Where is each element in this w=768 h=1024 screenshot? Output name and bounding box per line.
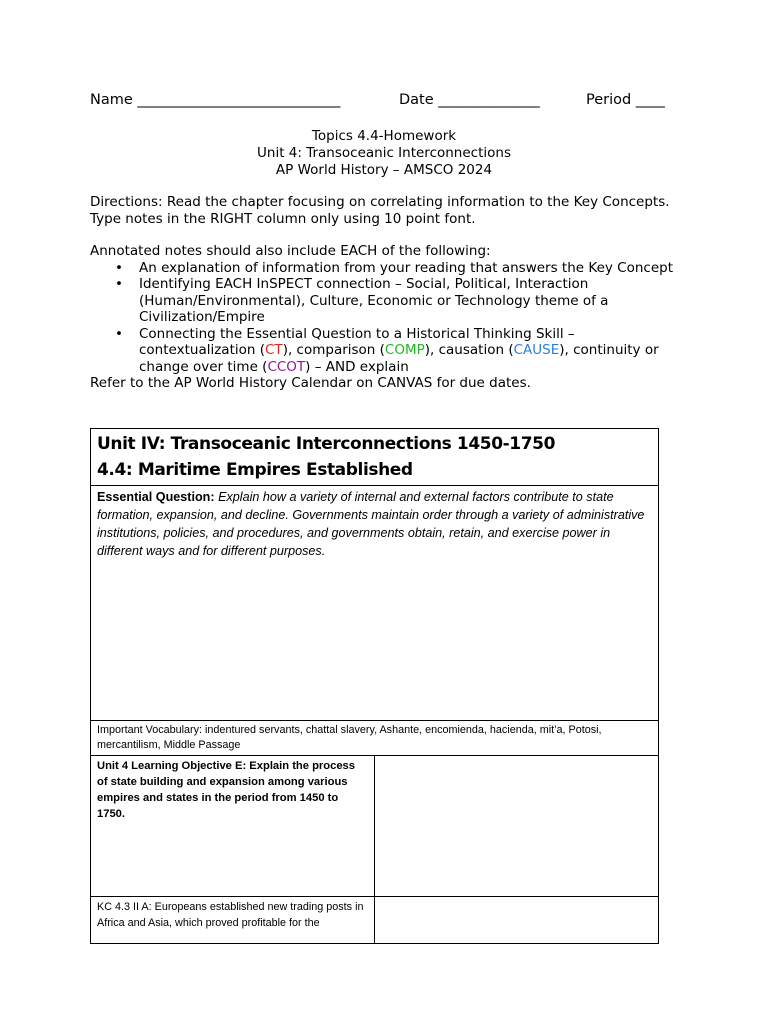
eq-text: Explain how a variety of internal and external factors contribute to state formation, expansion, and decline. Governments maintain order through a variety of administrative institutions, policies, and procedures, and governments obtain, retain, and exercise power in different ways and for different purposes. [97, 490, 645, 558]
list-item-text: ) – AND explain [305, 358, 409, 375]
list-item [115, 276, 680, 326]
assignment-title [90, 128, 678, 179]
directions-text: Directions: Read the chapter focusing on correlating information to the Key Concepts. Type notes in the RIGHT column only using 10 point font. [90, 194, 670, 227]
learning-objective-text: Unit 4 Learning Objective E: Explain the process of state building and expansion among various empires and states in the period from 1450 to 1750. [97, 760, 356, 820]
objective-notes-cell[interactable] [375, 756, 659, 897]
unit-title: Unit IV: Transoceanic Interconnections 1450-1750 [97, 434, 555, 454]
list-item-text: Connecting the Essential Question to a Historical Thinking Skill – contextualization ( [139, 325, 575, 358]
comp-label: COMP [384, 342, 425, 358]
title-line-1: Topics 4.4-Homework [311, 128, 457, 144]
cause-label: CAUSE [513, 342, 560, 358]
bullet-icon: • [115, 276, 123, 292]
list-item-text: ), continuity or change over time ( [139, 342, 659, 375]
date-field[interactable]: Date ______________ [399, 92, 540, 108]
vocabulary-cell [91, 721, 659, 756]
notes-table [90, 428, 659, 944]
requirements-list [90, 260, 680, 376]
list-item-text: An explanation of information from your reading that answers the Key Concept [139, 259, 673, 276]
key-concept-notes-cell[interactable] [375, 897, 659, 944]
list-item-text: ), causation ( [424, 342, 514, 358]
name-field[interactable]: Name ____________________________ [90, 92, 341, 108]
vocabulary-text: Important Vocabulary: indentured servants, chattal slavery, Ashante, encomienda, hacienda, mit’a, Potosi, mercantilism, Middle Passage [97, 724, 602, 751]
essential-question-cell[interactable] [91, 486, 659, 721]
key-concept-text: KC 4.3 II A: Europeans established new trading posts in Africa and Asia, which proved profitable for the [97, 901, 364, 929]
bullet-icon: • [115, 325, 123, 342]
ct-label: CT [265, 342, 283, 358]
refer-text: Refer to the AP World History Calendar on CANVAS for due dates. [90, 375, 531, 391]
list-item-text: ), comparison ( [282, 342, 385, 358]
topic-title: 4.4: Maritime Empires Established [97, 460, 413, 480]
period-field[interactable]: Period ____ [586, 92, 665, 108]
notes-table-wrapper [90, 428, 658, 944]
annotated-intro: Annotated notes should also include EACH of the following: [90, 243, 491, 259]
list-item [115, 325, 680, 376]
bullet-icon: • [115, 259, 123, 276]
unit-header-cell [91, 429, 659, 486]
learning-objective-cell [91, 756, 375, 897]
key-concept-cell [91, 897, 375, 944]
title-line-2: Unit 4: Transoceanic Interconnections [257, 145, 511, 161]
list-item [115, 259, 680, 277]
directions-section [90, 194, 680, 392]
ccot-label: CCOT [267, 358, 306, 375]
title-line-3: AP World History – AMSCO 2024 [275, 162, 493, 178]
list-item-text: Identifying EACH InSPECT connection – Social, Political, Interaction (Human/Environmental), Culture, Economic or Technology theme of a Civilization/Empire [139, 276, 609, 325]
eq-label: Essential Question: [97, 490, 215, 504]
